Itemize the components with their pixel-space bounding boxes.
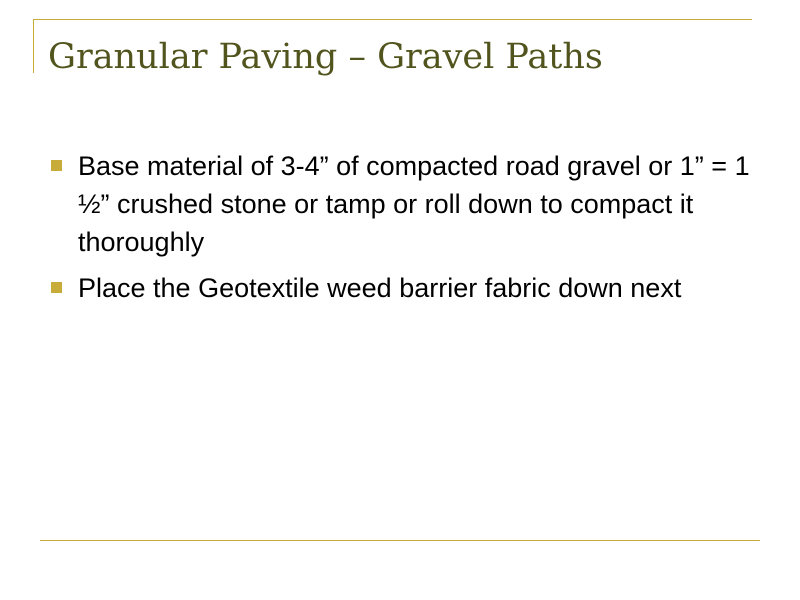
bullet-item	[48, 269, 758, 307]
bullet-list	[48, 147, 758, 315]
bottom-rule	[40, 540, 760, 541]
square-bullet-icon	[51, 282, 62, 293]
top-rule	[33, 19, 752, 20]
bullet-text: Base material of 3-4” of compacted road gravel or 1” = 1 ½” crushed stone or tamp or roll down to compact it thoroughly	[78, 151, 750, 257]
slide-title: Granular Paving – Gravel Paths	[48, 37, 603, 77]
bullet-item	[48, 147, 758, 261]
bullet-text: Place the Geotextile weed barrier fabric down next	[78, 273, 682, 303]
left-rule	[33, 19, 34, 73]
square-bullet-icon	[51, 160, 62, 171]
